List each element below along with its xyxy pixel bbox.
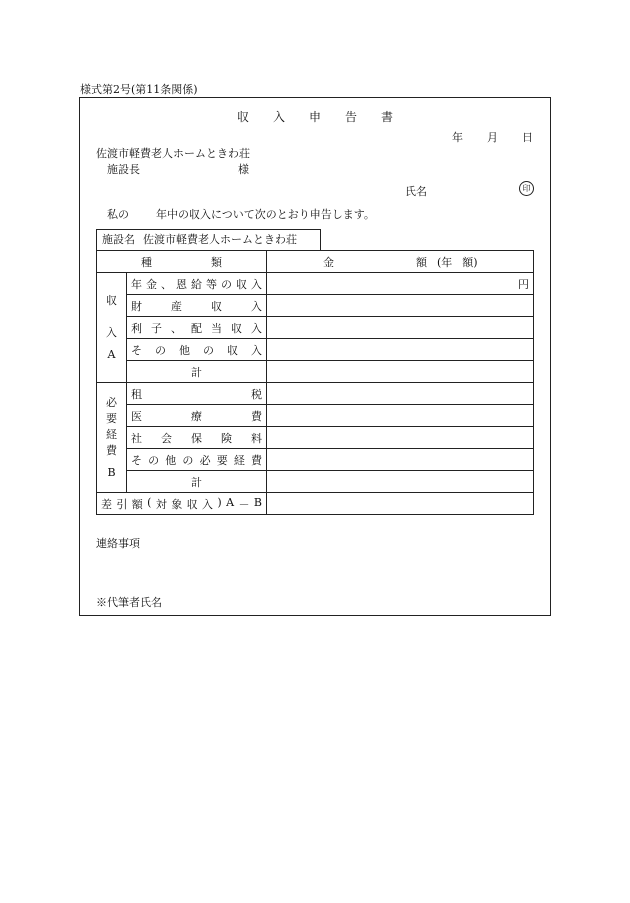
item-char: 要 (216, 453, 228, 467)
table-row (97, 317, 534, 339)
expense-item-tax (127, 383, 267, 405)
item-char: 租 (131, 387, 142, 401)
item-char: の (221, 277, 232, 291)
amount-cell[interactable] (267, 295, 534, 317)
date-year: 年 (452, 131, 463, 144)
group-char: A (107, 347, 116, 361)
expense-item-medical (127, 405, 267, 427)
table-row (97, 493, 534, 515)
item-char: 費 (251, 409, 262, 423)
amount-cell[interactable] (267, 405, 534, 427)
item-char: 収 (231, 321, 242, 335)
amount-cell[interactable] (267, 449, 534, 471)
group-char: 必 (106, 395, 117, 409)
table-row (97, 295, 534, 317)
income-item-pension (127, 273, 267, 295)
statement-body: 年中の収入について次のとおり申告します。 (156, 208, 375, 221)
income-item-property (127, 295, 267, 317)
amount-cell[interactable] (267, 493, 534, 515)
item-char: － (238, 497, 250, 511)
title-char: 収 (236, 110, 249, 124)
contact-notes-label: 連絡事項 (96, 537, 140, 550)
item-char: 入 (251, 343, 262, 357)
net-amount-label (97, 493, 267, 515)
item-char: 収 (211, 299, 222, 313)
item-char: 恩 (176, 277, 187, 291)
header-char: 金 (323, 255, 334, 269)
item-char: 料 (251, 431, 262, 445)
signer-name-label: 氏名 (405, 185, 427, 198)
item-char: 入 (202, 497, 214, 511)
item-char: 、 (171, 321, 182, 335)
table-row (97, 383, 534, 405)
amount-cell[interactable] (267, 317, 534, 339)
addressee-honorific: 様 (238, 163, 249, 176)
amount-cell[interactable] (267, 471, 534, 493)
expense-item-insurance (127, 427, 267, 449)
item-char: 社 (131, 431, 142, 445)
facility-name: 佐渡市軽費老人ホームときわ荘 (143, 233, 297, 246)
item-char: の (155, 343, 166, 357)
proxy-writer-label: ※代筆者氏名 (96, 596, 162, 609)
header-char: 種 (141, 255, 152, 269)
item-char: 引 (116, 497, 128, 511)
item-char: 差 (101, 497, 112, 511)
item-char: ( (147, 495, 152, 509)
date-month: 月 (487, 131, 498, 144)
header-char: 額 (416, 255, 427, 269)
item-char: 医 (131, 409, 142, 423)
item-char: 収 (186, 497, 198, 511)
title-char: 申 (308, 110, 321, 124)
item-char: 他 (165, 453, 177, 467)
item-char: 対 (155, 497, 167, 511)
table-row (97, 361, 534, 383)
form-number-label: 様式第2号(第11条関係) (80, 83, 198, 96)
item-char: 財 (131, 299, 142, 313)
item-char: 収 (236, 277, 247, 291)
yen-unit: 円 (518, 277, 529, 291)
item-char: 会 (161, 431, 172, 445)
item-char: そ (131, 343, 142, 357)
item-char: 金 (146, 277, 157, 291)
income-item-other (127, 339, 267, 361)
income-group-label (97, 273, 127, 383)
item-char: 子 (151, 321, 162, 335)
header-kind (97, 251, 267, 273)
header-char: 額) (462, 255, 478, 269)
income-declaration-table (96, 250, 534, 515)
item-char: B (253, 495, 262, 509)
item-char: 険 (221, 431, 232, 445)
title-char: 入 (272, 110, 285, 124)
seal-mark: 印 (519, 181, 534, 196)
item-char: 当 (211, 321, 222, 335)
expense-item-other (127, 449, 267, 471)
addressee-org: 佐渡市軽費老人ホームときわ荘 (96, 147, 250, 160)
item-char: 必 (199, 453, 211, 467)
table-row (97, 471, 534, 493)
income-subtotal-label: 計 (127, 361, 267, 383)
item-char: 入 (251, 277, 262, 291)
item-char: 経 (233, 453, 245, 467)
group-char: 経 (106, 427, 117, 441)
item-char: A (226, 495, 235, 509)
facility-name-box (96, 229, 321, 250)
expense-group-label (97, 383, 127, 493)
item-char: 、 (161, 277, 172, 291)
item-char: 保 (191, 431, 202, 445)
item-char: 他 (179, 343, 190, 357)
group-char: B (107, 465, 116, 479)
income-item-interest (127, 317, 267, 339)
item-char: 給 (191, 277, 202, 291)
document-title (0, 108, 630, 125)
group-char: 収 (106, 293, 117, 307)
item-char: 等 (206, 277, 217, 291)
expense-subtotal-label: 計 (127, 471, 267, 493)
item-char: 収 (227, 343, 238, 357)
item-char: 入 (251, 321, 262, 335)
item-char: 費 (250, 453, 262, 467)
statement-prefix: 私の (107, 208, 129, 221)
amount-cell[interactable] (267, 339, 534, 361)
table-row (97, 449, 534, 471)
group-char: 費 (106, 443, 117, 457)
facility-label: 施設名 (102, 233, 135, 246)
addressee-position: 施設長 (107, 163, 140, 176)
table-row (97, 405, 534, 427)
table-row (97, 273, 534, 295)
amount-cell[interactable] (267, 361, 534, 383)
amount-cell[interactable] (267, 273, 534, 295)
title-char: 書 (381, 110, 394, 124)
group-char: 要 (106, 411, 117, 425)
header-char: (年 (437, 255, 453, 269)
item-char: 年 (131, 277, 142, 291)
item-char: ) (217, 495, 222, 509)
item-char: 配 (191, 321, 202, 335)
item-char: 利 (131, 321, 142, 335)
title-char: 告 (345, 110, 358, 124)
item-char: の (203, 343, 214, 357)
item-char: 税 (251, 387, 262, 401)
table-row (97, 427, 534, 449)
item-char: の (148, 453, 160, 467)
item-char: 入 (251, 299, 262, 313)
amount-cell[interactable] (267, 427, 534, 449)
item-char: そ (131, 453, 142, 467)
header-amount (267, 251, 534, 273)
item-char: の (182, 453, 194, 467)
header-char: 類 (211, 255, 222, 269)
date-day: 日 (522, 131, 533, 144)
table-header-row (97, 251, 534, 273)
amount-cell[interactable] (267, 383, 534, 405)
item-char: 額 (131, 497, 143, 511)
table-row (97, 339, 534, 361)
group-char: 入 (106, 325, 117, 339)
item-char: 産 (171, 299, 182, 313)
item-char: 療 (191, 409, 202, 423)
item-char: 象 (171, 497, 183, 511)
